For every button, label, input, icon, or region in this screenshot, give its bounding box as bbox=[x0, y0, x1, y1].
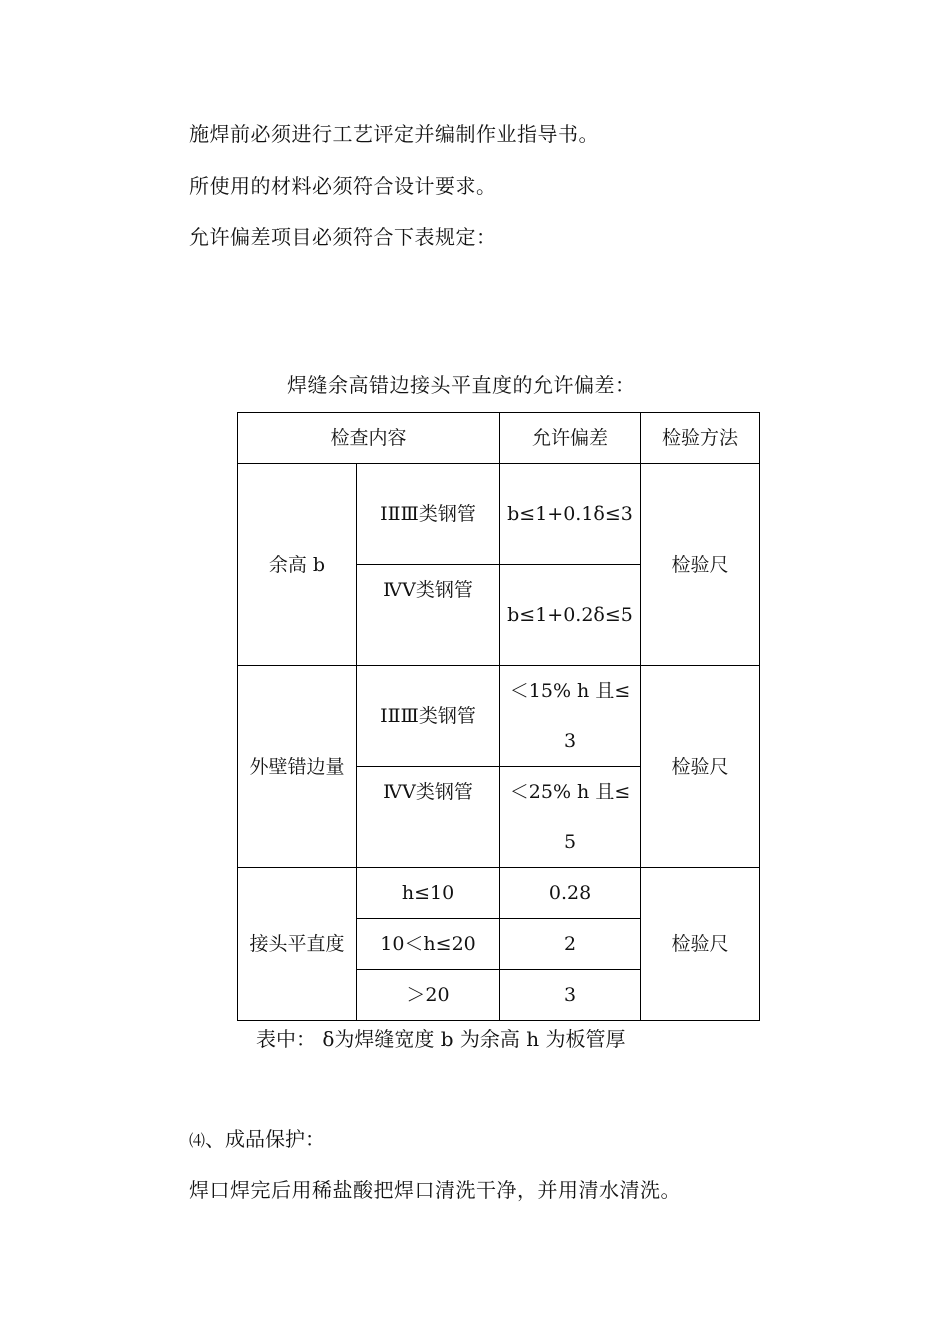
group-name-straightness: 接头平直度 bbox=[238, 868, 357, 1021]
section-title: 、成品保护： bbox=[205, 1127, 326, 1151]
method-cell: 检验尺 bbox=[641, 868, 760, 1021]
thickness-cell: ＞20 bbox=[357, 970, 500, 1021]
section-heading-finished-product-protection bbox=[189, 1126, 325, 1154]
table-header-row bbox=[238, 413, 760, 464]
thickness-cell: h≤10 bbox=[357, 868, 500, 919]
pipe-type-cell: ⅣⅤ类钢管 bbox=[357, 767, 500, 868]
header-inspection-item: 检查内容 bbox=[238, 413, 500, 464]
group-name-misalignment: 外壁错边量 bbox=[238, 666, 357, 868]
table-row bbox=[238, 666, 760, 767]
group-name-reinforcement: 余高 b bbox=[238, 464, 357, 666]
paragraph-welding-procedure: 施焊前必须进行工艺评定并编制作业指导书。 bbox=[189, 122, 599, 146]
method-cell: 检验尺 bbox=[641, 666, 760, 868]
header-inspection-method: 检验方法 bbox=[641, 413, 760, 464]
tolerance-cell: 3 bbox=[500, 970, 641, 1021]
table-caption: 焊缝余高错边接头平直度的允许偏差： bbox=[287, 373, 636, 397]
pipe-type-cell: ⅠⅡⅢ类钢管 bbox=[357, 666, 500, 767]
tolerance-cell: ＜15% h 且≤3 bbox=[500, 666, 641, 767]
pipe-type-cell: ⅣⅤ类钢管 bbox=[357, 565, 500, 666]
table-note: 表中： δ为焊缝宽度 b 为余高 h 为板管厚 bbox=[256, 1027, 626, 1051]
paragraph-materials: 所使用的材料必须符合设计要求。 bbox=[189, 174, 497, 198]
tolerance-cell: 0.28 bbox=[500, 868, 641, 919]
table-row bbox=[238, 464, 760, 565]
tolerance-cell: b≤1+0.2δ≤5 bbox=[500, 565, 641, 666]
thickness-cell: 10＜h≤20 bbox=[357, 919, 500, 970]
method-cell: 检验尺 bbox=[641, 464, 760, 666]
pipe-type-cell: ⅠⅡⅢ类钢管 bbox=[357, 464, 500, 565]
paragraph-tolerance-intro: 允许偏差项目必须符合下表规定： bbox=[189, 225, 497, 249]
paragraph-weld-cleaning: 焊口焊完后用稀盐酸把焊口清洗干净，并用清水清洗。 bbox=[189, 1178, 681, 1202]
tolerance-cell: ＜25% h 且≤5 bbox=[500, 767, 641, 868]
table-row bbox=[238, 868, 760, 919]
header-allowed-deviation: 允许偏差 bbox=[500, 413, 641, 464]
tolerance-cell: b≤1+0.1δ≤3 bbox=[500, 464, 641, 565]
tolerance-cell: 2 bbox=[500, 919, 641, 970]
tolerance-table bbox=[237, 412, 760, 1021]
section-number: ⑷ bbox=[189, 1131, 206, 1150]
